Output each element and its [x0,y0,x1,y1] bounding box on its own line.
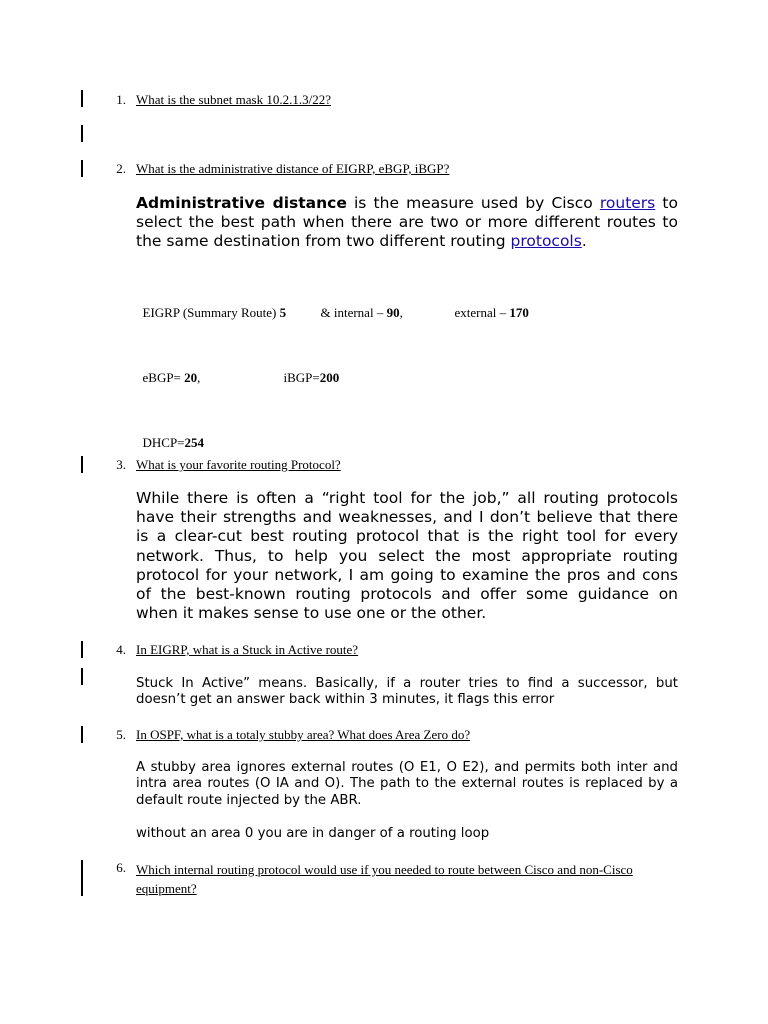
question-3: What is your favorite routing Protocol? [136,457,341,472]
question-4: In EIGRP, what is a Stuck in Active route? [136,642,359,657]
change-bar [81,726,83,743]
question-5: In OSPF, what is a totaly stubby area? What does Area Zero do? [136,727,471,742]
protocols-link[interactable]: protocols [510,232,582,251]
eigrp-internal: & internal – 90, [320,305,403,320]
change-bar [81,860,83,896]
change-bar [81,668,83,685]
area-zero-answer: without an area 0 you are in danger of a routing loop [136,826,490,841]
admin-distance-term: Administrative distance [136,194,347,212]
admin-distance-answer: Administrative distance is the measure used by Cisco routers to select the best path when there are two or more different routes to the same destination from two different routing protocols. [136,194,678,251]
ebgp-value: eBGP= 20, [142,370,201,385]
routing-protocol-answer: While there is often a “right tool for the job,” all routing protocols have their strengths and weaknesses, and I don’t believe that there is a clear-cut best routing protocol that is the right tool for every network. Thus, to help you select the most appropriate routing protocol for your network, I am going to examine the pros and cons of the best-known routing protocols and offer some guidance on when it makes sense to use one or the other. [136,489,678,623]
change-bar [81,90,83,107]
item-number: 6. [116,860,126,875]
question-2: What is the administrative distance of EIGRP, eBGP, iBGP? [136,161,450,176]
routers-link[interactable]: routers [599,194,656,212]
change-bar [81,641,83,658]
eigrp-external: external – 170 [454,305,529,320]
change-bar [81,125,83,142]
item-number: 2. [116,161,126,176]
question-1: What is the subnet mask 10.2.1.3/22? [136,92,331,107]
dhcp-value: DHCP=254 [142,435,205,450]
item-number: 4. [116,642,126,657]
stubby-area-answer: A stubby area ignores external routes (O E1, O E2), and permits both inter and intra area routes (O IA and O). The path to the external routes is replaced by a default route injected by the ABR. [136,760,678,808]
change-bar [81,160,83,177]
item-number: 5. [116,727,126,742]
item-number: 3. [116,457,126,472]
change-bar [81,456,83,473]
question-6: Which internal routing protocol would use if you needed to route between Cisco and non-Cisco equipment? [136,862,633,896]
item-number: 1. [116,92,126,107]
stuck-in-active-answer: Stuck In Active” means. Basically, if a router tries to find a successor, but doesn’t get an answer back within 3 minutes, it flags this error [136,676,678,708]
ibgp-value: iBGP=200 [283,370,340,385]
eigrp-values: EIGRP (Summary Route) 5 [142,305,287,320]
